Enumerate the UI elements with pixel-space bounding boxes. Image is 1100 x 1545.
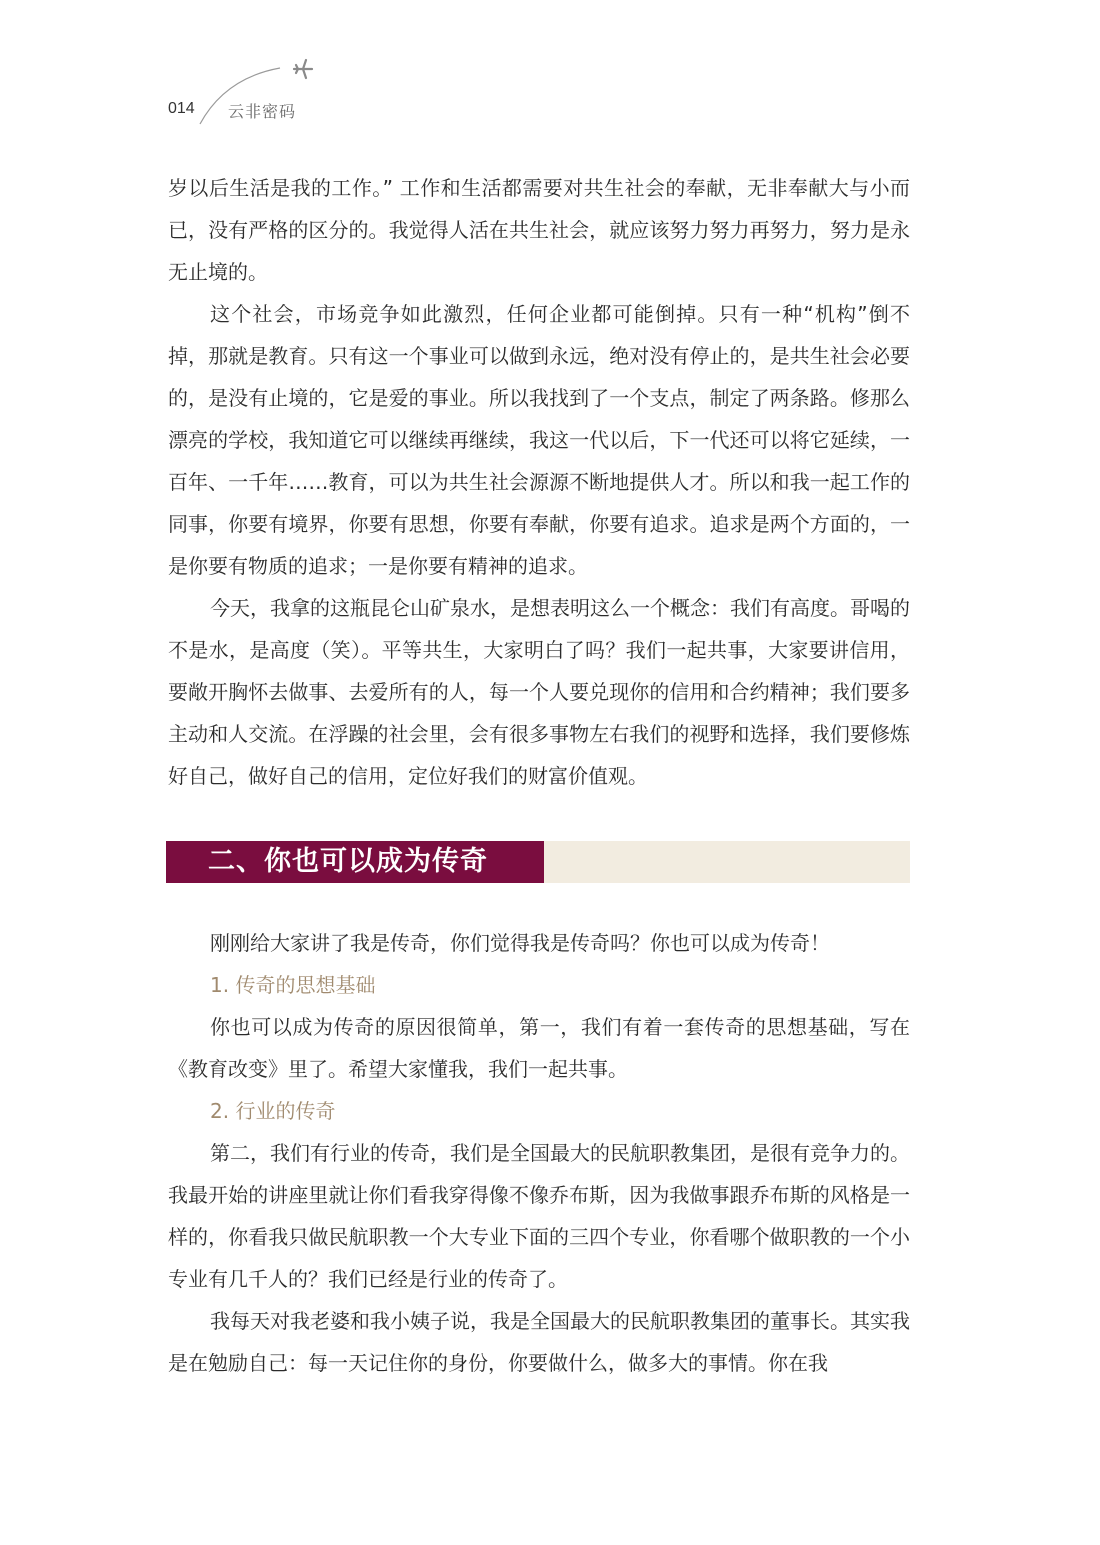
- body-text-bottom: [168, 922, 910, 1384]
- section-title: 二、你也可以成为传奇: [208, 846, 488, 877]
- section-heading-banner: [166, 841, 910, 883]
- page-number: 014: [168, 100, 195, 117]
- airplane-icon: [294, 60, 312, 78]
- paragraph: 这个社会，市场竞争如此激烈，任何企业都可能倒掉。只有一种“机构”倒不掉，那就是教育。只有这一个事业可以做到永远，绝对没有停止的，是共生社会必要的，是没有止境的，它是爱的事业。所以我找到了一个支点，制定了两条路。修那么漂亮的学校，我知道它可以继续再继续，我这一代以后，下一代还可以将它延续，一百年、一千年……教育，可以为共生社会源源不断地提供人才。所以和我一起工作的同事，你要有境界，你要有思想，你要有奉献，你要有追求。追求是两个方面的，一是你要有物质的追求；一是你要有精神的追求。: [168, 302, 910, 578]
- intro-paragraph: 刚刚给大家讲了我是传奇，你们觉得我是传奇吗？你也可以成为传奇！: [210, 931, 830, 955]
- paragraph: 你也可以成为传奇的原因很简单，第一，我们有着一套传奇的思想基础，写在《教育改变》里了。希望大家懂我，我们一起共事。: [168, 1015, 910, 1081]
- subheading-2: 2. 行业的传奇: [210, 1099, 336, 1123]
- page-header: [0, 0, 1100, 140]
- paragraph: 今天，我拿的这瓶昆仑山矿泉水，是想表明这么一个概念：我们有高度。哥喝的不是水，是高度（笑）。平等共生，大家明白了吗？我们一起共事，大家要讲信用，要敞开胸怀去做事、去爱所有的人，每一个人要兑现你的信用和合约精神；我们要多主动和人交流。在浮躁的社会里，会有很多事物左右我们的视野和选择，我们要修炼好自己，做好自己的信用，定位好我们的财富价值观。: [168, 596, 910, 788]
- body-text-top: [168, 167, 910, 797]
- paragraph: 第二，我们有行业的传奇，我们是全国最大的民航职教集团，是很有竞争力的。我最开始的讲座里就让你们看我穿得像不像乔布斯，因为我做事跟乔布斯的风格是一样的，你看我只做民航职教一个大专业下面的三四个专业，你看哪个做职教的一个小专业有几千人的？我们已经是行业的传奇了。: [168, 1141, 910, 1291]
- book-title: 云非密码: [228, 102, 297, 121]
- header-decoration: [0, 0, 1100, 140]
- paragraph: 我每天对我老婆和我小姨子说，我是全国最大的民航职教集团的董事长。其实我是在勉励自己：每一天记住你的身份，你要做什么，做多大的事情。你在我: [168, 1309, 910, 1375]
- subheading-1: 1. 传奇的思想基础: [210, 973, 376, 997]
- paragraph: 岁以后生活是我的工作。” 工作和生活都需要对共生社会的奉献，无非奉献大与小而已，没有严格的区分的。我觉得人活在共生社会，就应该努力努力再努力，努力是永无止境的。: [168, 176, 910, 284]
